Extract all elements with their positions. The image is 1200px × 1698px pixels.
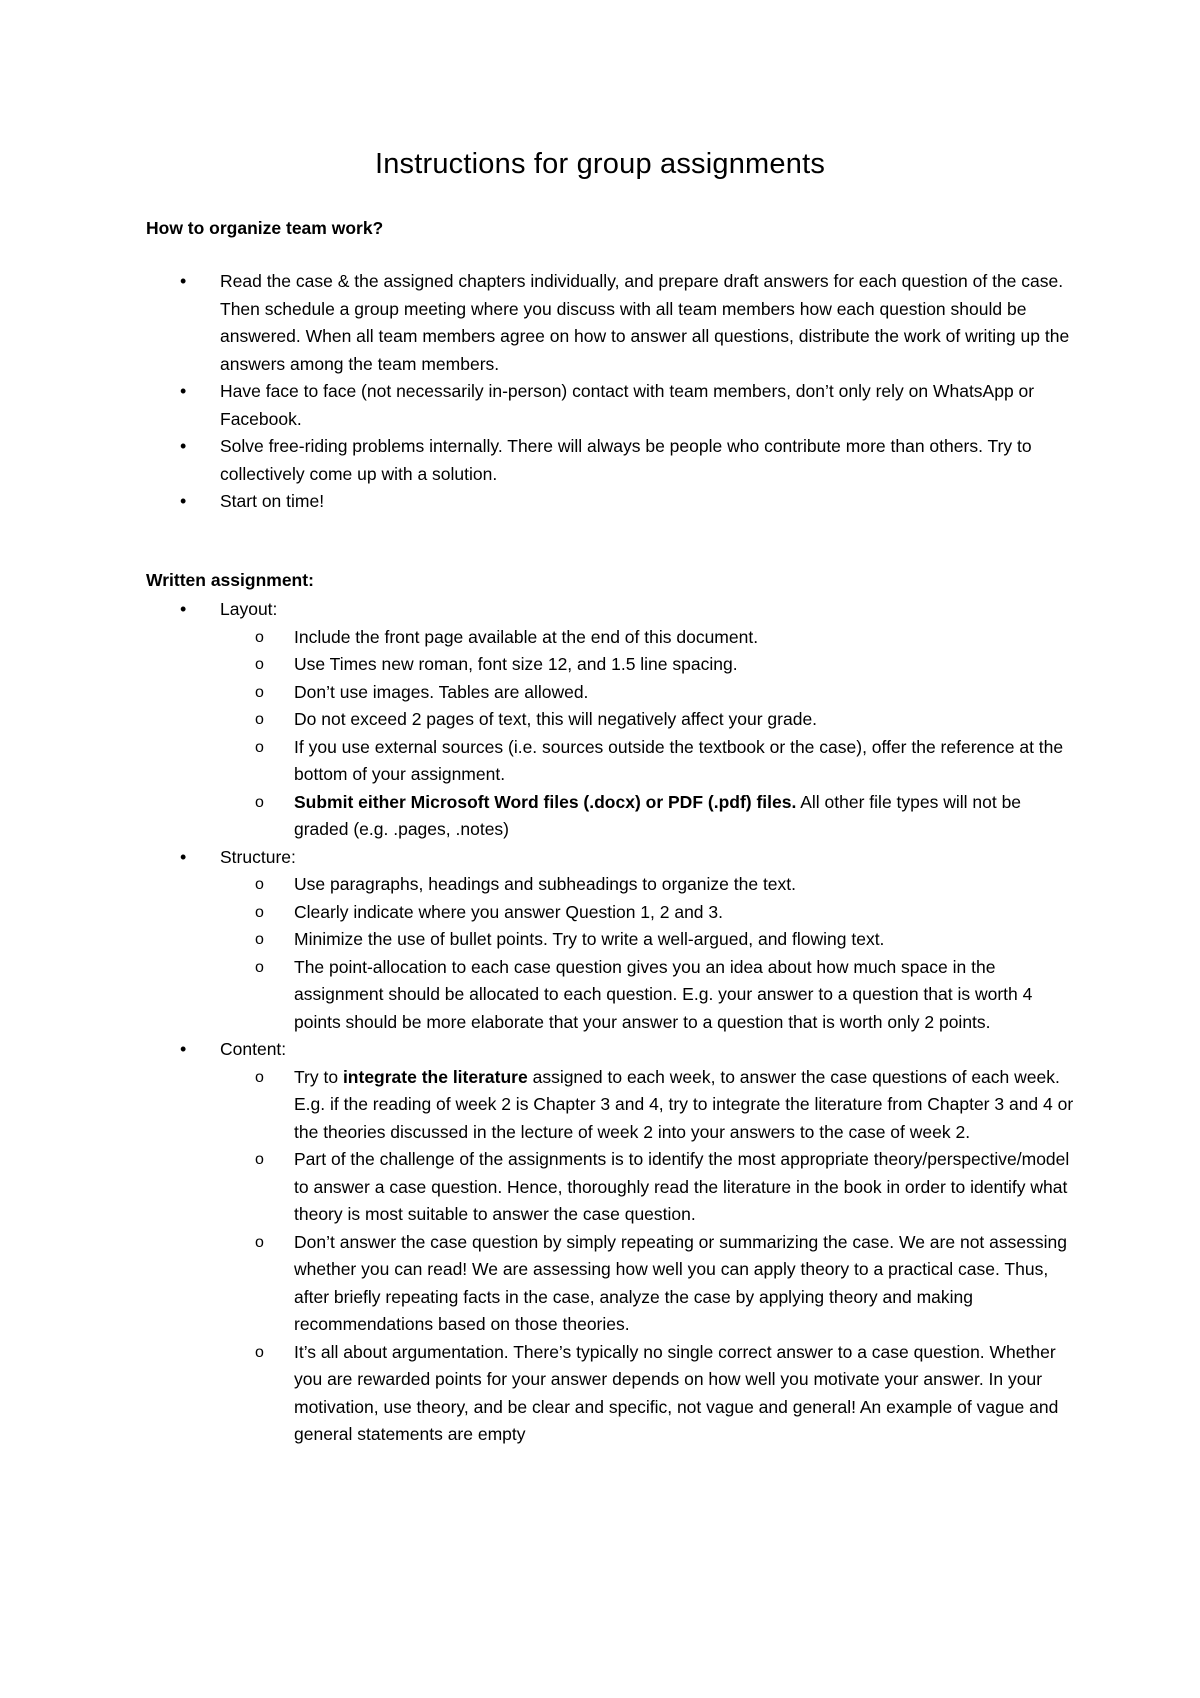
written-assignment-list <box>146 596 1076 1449</box>
list-item: o Use paragraphs, headings and subheadings to organize the text. <box>220 871 1076 899</box>
list-item: o Use Times new roman, font size 12, and 1.5 line spacing. <box>220 651 1076 679</box>
structure-label: • Structure: <box>220 846 296 867</box>
team-work-list <box>146 268 1076 516</box>
integrate-literature-bold: integrate the literature <box>342 1066 528 1087</box>
list-item: o It’s all about argumentation. There’s typically no single correct answer to a case question. Whether you are rewarded points for your answer depends on how well you motivate your answer. In your motivation, use theory, and be clear and specific, not vague and general! An example of vague and general statements are empty <box>220 1339 1076 1449</box>
list-item: o Minimize the use of bullet points. Try to write a well-argued, and flowing text. <box>220 926 1076 954</box>
list-item: o Clearly indicate where you answer Question 1, 2 and 3. <box>220 899 1076 927</box>
team-work-heading: How to organize team work? <box>146 218 384 238</box>
content-section <box>146 1036 1076 1449</box>
list-item: o If you use external sources (i.e. sources outside the textbook or the case), offer the reference at the bottom of your assignment. <box>220 734 1076 789</box>
integrate-pre: Try to <box>294 1066 343 1087</box>
list-item: • Solve free-riding problems internally. There will always be people who contribute more than others. Try to collectively come up with a solution. <box>146 433 1076 488</box>
content-sublist <box>220 1064 1076 1449</box>
integrate-post: assigned to each week, to answer the case questions of each week. E.g. if the reading of week 2 is Chapter 3 and 4, try to integrate the literature from Chapter 3 and 4 or the theories discussed in the lecture of week 2 into your answers to the case of week 2. <box>294 1066 1074 1142</box>
list-item: o Include the front page available at the end of this document. <box>220 624 1076 652</box>
layout-label: • Layout: <box>220 599 278 619</box>
list-item: • Start on time! <box>146 488 1076 516</box>
list-item: o Part of the challenge of the assignments is to identify the most appropriate theory/perspective/model to answer a case question. Hence, thoroughly read the literature in the book in order to identify what theory is most suitable to answer the case question. <box>220 1146 1076 1229</box>
list-item: o The point-allocation to each case question gives you an idea about how much space in the assignment should be allocated to each question. E.g. your answer to a question that is worth 4 points should be more elaborate that your answer to a question that is worth only 2 points. <box>220 954 1076 1037</box>
list-item: • Read the case & the assigned chapters individually, and prepare draft answers for each question of the case. Then schedule a group meeting where you discuss with all team members how each question should be answered. When all team members agree on how to answer all questions, distribute the work of writing up the answers among the team members. <box>146 268 1076 378</box>
page-title: Instructions for group assignments <box>374 148 826 180</box>
submit-format-rest: All other file types will not be graded (e.g. .pages, .notes) <box>294 791 1022 839</box>
submit-format-bold: Submit either Microsoft Word files (.docx) or PDF (.pdf) files. <box>294 791 797 812</box>
structure-section <box>146 844 1076 1037</box>
list-item: o Don’t answer the case question by simply repeating or summarizing the case. We are not assessing whether you can read! We are assessing how well you can apply theory to a practical case. Thus, after briefly repeating facts in the case, analyze the case by applying theory and making recommendations based on those theories. <box>220 1229 1076 1339</box>
structure-sublist <box>220 871 1076 1036</box>
layout-sublist <box>220 624 1076 844</box>
content-label: • Content: <box>220 1039 287 1059</box>
list-item <box>220 1064 1076 1147</box>
list-item: o Don’t use images. Tables are allowed. <box>220 679 1076 707</box>
list-item: o Do not exceed 2 pages of text, this will negatively affect your grade. <box>220 706 1076 734</box>
list-item <box>220 789 1076 844</box>
written-assignment-heading: Written assignment: <box>146 570 314 590</box>
list-item: • Have face to face (not necessarily in-person) contact with team members, don’t only rely on WhatsApp or Facebook. <box>146 378 1076 433</box>
layout-section <box>146 596 1076 844</box>
